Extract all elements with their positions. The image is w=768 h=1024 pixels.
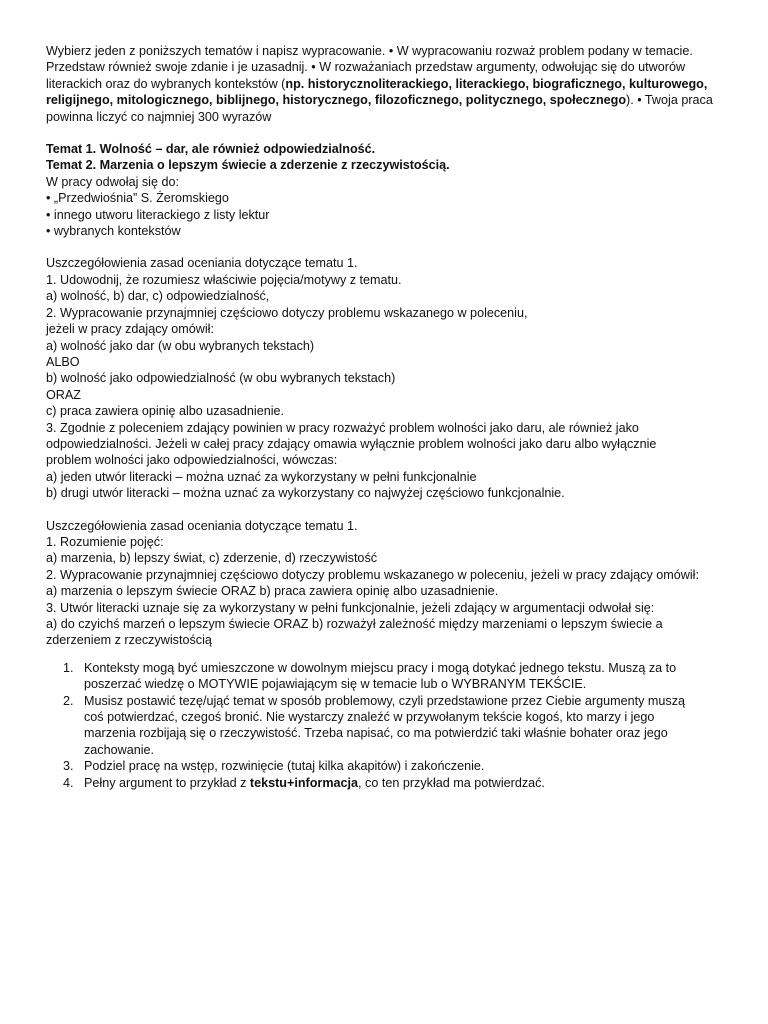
document-page [46,43,736,791]
intro-text: literackich oraz do wybranych kontekstów ( [46,76,286,91]
note-text: , co ten przykład ma potwierdzać. [358,775,545,790]
note-item [63,693,736,759]
note-line: poszerzać wiedzę o MOTYWIE pojawiającym się w temacie lub o WYBRANYM TEKŚCIE. [84,677,587,692]
criteria-line: a) wolność, b) dar, c) odpowiedzialność, [46,289,270,304]
note-number: 1. [63,660,74,675]
criteria-line: problem wolności jako odpowiedzialności, wówczas: [46,453,338,468]
note-item [63,758,736,774]
criteria-line: b) drugi utwór literacki – można uznać za wykorzystany co najwyżej częściowo funkcjonalnie. [46,486,565,501]
criteria-line: odpowiedzialności. Jeżeli w całej pracy zdający omawia wyłącznie problem wolności jako daru albo wyłącznie [46,436,657,451]
refer-item: • „Przedwiośnia” S. Żeromskiego [46,191,229,206]
criteria-topic-1 [46,255,736,501]
contexts-list-bold: religijnego, mitologicznego, biblijnego, historycznego, filozoficznego, politycznego, społecznego [46,93,627,108]
criteria-line: ALBO [46,354,80,369]
notes-list [46,660,736,791]
criteria-line: 3. Zgodnie z poleceniem zdający powinien w pracy rozważyć problem wolności jako daru, ale również jako [46,420,639,435]
note-text: Pełny argument to przykład z [84,775,250,790]
criteria-line: 1. Rozumienie pojęć: [46,534,164,549]
criteria-line: 2. Wypracowanie przynajmniej częściowo dotyczy problemu wskazanego w poleceniu, jeżeli w pracy zdający omówił: [46,567,699,582]
note-item [63,775,736,791]
criteria-line: a) wolność jako dar (w obu wybranych tekstach) [46,338,315,353]
note-number: 4. [63,775,74,790]
criteria-topic-2 [46,518,736,649]
topic-2-heading: Temat 2. Marzenia o lepszym świecie a zderzenie z rzeczywistością. [46,158,450,173]
note-line [84,775,736,791]
intro-line: Przedstaw również swoje zdanie i je uzasadnij. • W rozważaniach przedstaw argumenty, odwołując się do utworów [46,60,686,75]
criteria-line: zderzeniem z rzeczywistością [46,633,212,648]
criteria-line: 2. Wypracowanie przynajmniej częściowo dotyczy problemu wskazanego w poleceniu, [46,305,528,320]
intro-line: Wybierz jeden z poniższych tematów i napisz wypracowanie. • W wypracowaniu rozważ problem podany w temacie. [46,44,693,58]
criteria-line: Uszczegółowienia zasad oceniania dotyczące tematu 1. [46,256,358,271]
note-number: 2. [63,693,74,708]
criteria-line: a) marzenia, b) lepszy świat, c) zderzenie, d) rzeczywistość [46,551,378,566]
note-line: Podziel pracę na wstęp, rozwinięcie (tutaj kilka akapitów) i zakończenie. [84,759,485,774]
criteria-line: c) praca zawiera opinię albo uzasadnienie. [46,404,285,419]
topics-section [46,141,736,239]
note-bold-text: tekstu+informacja [249,775,359,790]
criteria-line: Uszczegółowienia zasad oceniania dotyczące tematu 1. [46,518,358,533]
refer-item: • innego utworu literackiego z listy lektur [46,207,270,222]
contexts-list-bold: np. historycznoliterackiego, literackiego, biograficznego, kulturowego, [285,76,708,91]
intro-line [46,76,736,92]
note-line: Musisz postawić tezę/ująć temat w sposób problemowy, czyli przedstawione przez Ciebie argumenty muszą [84,693,686,708]
criteria-line: jeżeli w pracy zdający omówił: [46,322,214,337]
criteria-line: a) jeden utwór literacki – można uznać za wykorzystany w pełni funkcjonalnie [46,469,477,484]
criteria-line: ORAZ [46,387,81,402]
note-line: marzenia rozbijają się o rzeczywistość. Trzeba napisać, co ma potwierdzić taki właśnie bohater oraz jego [84,726,668,741]
criteria-line: b) wolność jako odpowiedzialność (w obu wybranych tekstach) [46,371,396,386]
refer-header: W pracy odwołaj się do: [46,174,179,189]
note-line: Konteksty mogą być umieszczone w dowolnym miejscu pracy i mogą dotykać jednego tekstu. Muszą za to [84,660,677,675]
intro-text: ). • Twoja praca [626,93,713,108]
criteria-line: 1. Udowodnij, że rozumiesz właściwie pojęcia/motywy z tematu. [46,272,402,287]
intro-line: powinna liczyć co najmniej 300 wyrazów [46,109,272,124]
note-line: coś potwierdzać, czegoś bronić. Nie wystarczy znaleźć w przywołanym tekście kogoś, kto marzy i jego [84,710,655,725]
refer-item: • wybranych kontekstów [46,224,181,239]
topic-1-heading: Temat 1. Wolność – dar, ale również odpowiedzialność. [46,142,376,157]
criteria-line: a) marzenia o lepszym świecie ORAZ b) praca zawiera opinię albo uzasadnienie. [46,584,499,599]
criteria-line: a) do czyichś marzeń o lepszym świecie ORAZ b) rozważył zależność między marzeniami o lepszym świecie a [46,617,663,631]
intro-paragraph [46,43,736,125]
note-item [63,660,736,693]
criteria-line: 3. Utwór literacki uznaje się za wykorzystany w pełni funkcjonalnie, jeżeli zdający w argumentacji odwołał się: [46,600,655,615]
note-line: zachowanie. [84,742,155,757]
intro-line [46,92,736,108]
note-number: 3. [63,759,74,774]
